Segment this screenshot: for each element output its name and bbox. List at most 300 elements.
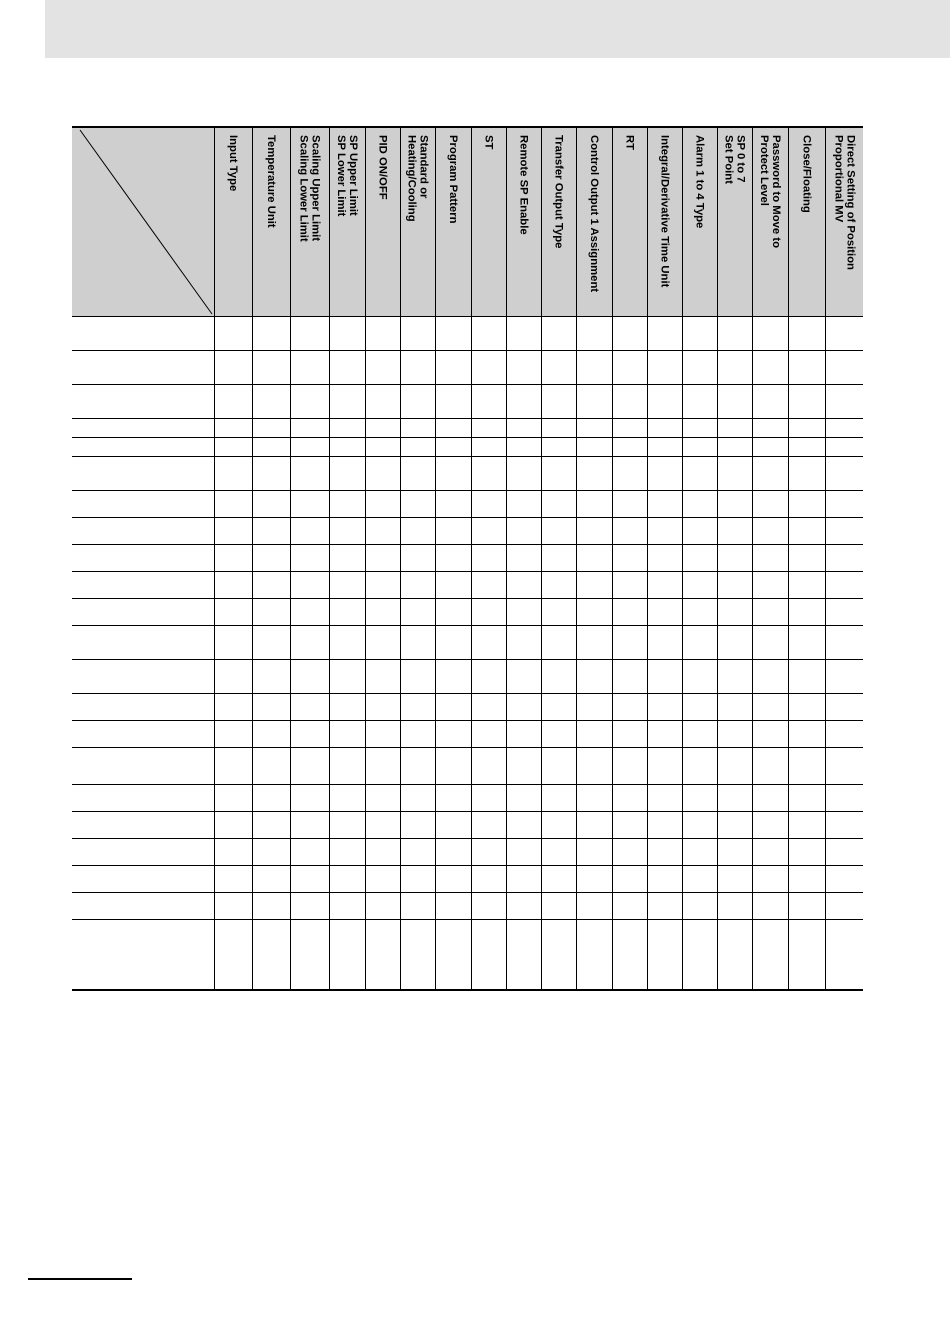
table-cell bbox=[214, 920, 252, 990]
table-cell bbox=[435, 694, 471, 721]
table-cell bbox=[329, 660, 365, 694]
table-cell bbox=[752, 785, 788, 812]
table-cell bbox=[612, 317, 647, 351]
table-cell bbox=[400, 385, 435, 419]
table-cell bbox=[717, 920, 752, 990]
row-label-cell bbox=[72, 457, 214, 491]
table-cell bbox=[682, 785, 717, 812]
table-cell bbox=[612, 721, 647, 748]
table-row bbox=[72, 545, 863, 572]
table-row bbox=[72, 385, 863, 419]
table-cell bbox=[290, 812, 329, 839]
table-row bbox=[72, 866, 863, 893]
table-cell bbox=[541, 866, 576, 893]
table-cell bbox=[471, 866, 506, 893]
table-cell bbox=[717, 866, 752, 893]
table-cell bbox=[825, 491, 863, 518]
table-cell bbox=[400, 839, 435, 866]
table-cell bbox=[612, 518, 647, 545]
table-cell bbox=[365, 694, 400, 721]
row-label-cell bbox=[72, 839, 214, 866]
table-cell bbox=[214, 438, 252, 457]
table-cell bbox=[290, 419, 329, 438]
table-cell bbox=[825, 351, 863, 385]
table-cell bbox=[682, 385, 717, 419]
table-cell bbox=[825, 518, 863, 545]
table-cell bbox=[682, 893, 717, 920]
row-label-cell bbox=[72, 351, 214, 385]
table-row bbox=[72, 785, 863, 812]
table-cell bbox=[647, 545, 682, 572]
row-label-cell bbox=[72, 385, 214, 419]
table-cell bbox=[435, 920, 471, 990]
table-cell bbox=[717, 385, 752, 419]
table-cell bbox=[252, 839, 290, 866]
table-row bbox=[72, 491, 863, 518]
table-cell bbox=[506, 419, 541, 438]
table-cell bbox=[647, 572, 682, 599]
table-cell bbox=[506, 491, 541, 518]
column-header bbox=[682, 127, 717, 317]
table-cell bbox=[471, 748, 506, 785]
row-label-cell bbox=[72, 660, 214, 694]
table-cell bbox=[400, 866, 435, 893]
table-cell bbox=[290, 920, 329, 990]
table-cell bbox=[365, 812, 400, 839]
table-cell bbox=[252, 626, 290, 660]
table-cell bbox=[400, 812, 435, 839]
row-label-cell bbox=[72, 748, 214, 785]
table-cell bbox=[290, 785, 329, 812]
table-cell bbox=[329, 920, 365, 990]
table-cell bbox=[647, 457, 682, 491]
table-cell bbox=[435, 491, 471, 518]
table-cell bbox=[400, 351, 435, 385]
column-header-label: SP Upper Limit SP Lower Limit bbox=[335, 135, 359, 217]
table-cell bbox=[252, 920, 290, 990]
table-cell bbox=[647, 839, 682, 866]
row-label-cell bbox=[72, 812, 214, 839]
table-cell bbox=[365, 491, 400, 518]
table-cell bbox=[252, 518, 290, 545]
table-cell bbox=[290, 626, 329, 660]
table-cell bbox=[365, 893, 400, 920]
table-cell bbox=[788, 839, 825, 866]
table-cell bbox=[290, 491, 329, 518]
table-cell bbox=[825, 438, 863, 457]
column-header bbox=[576, 127, 612, 317]
table-cell bbox=[214, 812, 252, 839]
table-cell bbox=[825, 920, 863, 990]
table-cell bbox=[752, 385, 788, 419]
table-cell bbox=[576, 893, 612, 920]
table-cell bbox=[506, 920, 541, 990]
table-cell bbox=[825, 748, 863, 785]
table-cell bbox=[788, 491, 825, 518]
table-cell bbox=[435, 660, 471, 694]
table-cell bbox=[214, 694, 252, 721]
table-cell bbox=[647, 385, 682, 419]
table-cell bbox=[541, 351, 576, 385]
table-cell bbox=[682, 491, 717, 518]
table-cell bbox=[435, 893, 471, 920]
table-cell bbox=[541, 694, 576, 721]
column-header bbox=[471, 127, 506, 317]
table-cell bbox=[435, 545, 471, 572]
table-cell bbox=[752, 572, 788, 599]
table-cell bbox=[612, 893, 647, 920]
table-cell bbox=[825, 385, 863, 419]
footer-rule bbox=[28, 1278, 132, 1280]
table-cell bbox=[365, 351, 400, 385]
table-cell bbox=[506, 812, 541, 839]
table-row bbox=[72, 419, 863, 438]
table-cell bbox=[576, 721, 612, 748]
table-cell bbox=[682, 572, 717, 599]
table-cell bbox=[471, 438, 506, 457]
row-label-cell bbox=[72, 317, 214, 351]
table-cell bbox=[788, 893, 825, 920]
table-cell bbox=[647, 748, 682, 785]
table-cell bbox=[682, 545, 717, 572]
table-cell bbox=[214, 660, 252, 694]
table-cell bbox=[825, 660, 863, 694]
parameter-relationship-table-wrapper bbox=[72, 126, 863, 991]
table-cell bbox=[825, 599, 863, 626]
table-cell bbox=[612, 385, 647, 419]
column-header-label: SP 0 to 7 Set Point bbox=[722, 135, 747, 184]
table-cell bbox=[825, 893, 863, 920]
column-header-label: Program Pattern bbox=[447, 135, 459, 224]
table-cell bbox=[400, 518, 435, 545]
table-cell bbox=[541, 920, 576, 990]
table-cell bbox=[214, 785, 252, 812]
table-cell bbox=[365, 721, 400, 748]
table-cell bbox=[400, 893, 435, 920]
table-cell bbox=[541, 419, 576, 438]
row-label-cell bbox=[72, 518, 214, 545]
table-row bbox=[72, 518, 863, 545]
table-cell bbox=[647, 920, 682, 990]
table-cell bbox=[471, 839, 506, 866]
table-cell bbox=[329, 839, 365, 866]
table-cell bbox=[576, 385, 612, 419]
table-cell bbox=[400, 721, 435, 748]
column-header-label: Temperature Unit bbox=[265, 135, 277, 228]
table-cell bbox=[435, 626, 471, 660]
table-cell bbox=[214, 599, 252, 626]
table-cell bbox=[788, 317, 825, 351]
table-cell bbox=[329, 599, 365, 626]
table-cell bbox=[290, 866, 329, 893]
table-cell bbox=[290, 721, 329, 748]
table-cell bbox=[825, 419, 863, 438]
table-cell bbox=[612, 920, 647, 990]
table-cell bbox=[471, 812, 506, 839]
table-cell bbox=[252, 385, 290, 419]
table-cell bbox=[752, 748, 788, 785]
column-header bbox=[647, 127, 682, 317]
table-cell bbox=[400, 438, 435, 457]
table-cell bbox=[788, 545, 825, 572]
table-cell bbox=[471, 419, 506, 438]
table-cell bbox=[471, 572, 506, 599]
table-header-row bbox=[72, 127, 863, 317]
table-cell bbox=[365, 457, 400, 491]
column-header-label: Alarm 1 to 4 Type bbox=[693, 135, 706, 229]
column-header-label: Input Type bbox=[227, 135, 239, 192]
row-label-cell bbox=[72, 438, 214, 457]
table-cell bbox=[329, 545, 365, 572]
table-cell bbox=[400, 660, 435, 694]
table-cell bbox=[825, 721, 863, 748]
table-cell bbox=[752, 866, 788, 893]
table-cell bbox=[682, 351, 717, 385]
table-cell bbox=[471, 518, 506, 545]
table-cell bbox=[506, 317, 541, 351]
table-cell bbox=[471, 626, 506, 660]
table-cell bbox=[788, 518, 825, 545]
table-cell bbox=[290, 839, 329, 866]
table-cell bbox=[252, 599, 290, 626]
column-header bbox=[541, 127, 576, 317]
table-cell bbox=[717, 438, 752, 457]
table-cell bbox=[506, 572, 541, 599]
table-cell bbox=[365, 385, 400, 419]
table-cell bbox=[329, 748, 365, 785]
table-cell bbox=[471, 599, 506, 626]
table-cell bbox=[471, 457, 506, 491]
table-cell bbox=[471, 920, 506, 990]
table-cell bbox=[752, 660, 788, 694]
table-cell bbox=[214, 518, 252, 545]
table-cell bbox=[752, 812, 788, 839]
table-cell bbox=[329, 351, 365, 385]
table-cell bbox=[717, 545, 752, 572]
table-cell bbox=[576, 599, 612, 626]
table-cell bbox=[329, 438, 365, 457]
table-cell bbox=[435, 385, 471, 419]
table-cell bbox=[290, 457, 329, 491]
table-cell bbox=[506, 839, 541, 866]
table-cell bbox=[541, 839, 576, 866]
table-cell bbox=[329, 812, 365, 839]
table-cell bbox=[506, 660, 541, 694]
table-cell bbox=[752, 545, 788, 572]
table-cell bbox=[471, 721, 506, 748]
table-cell bbox=[541, 748, 576, 785]
table-cell bbox=[435, 572, 471, 599]
table-cell bbox=[435, 351, 471, 385]
column-header-label: Direct Setting of Position Proportional MV bbox=[832, 135, 857, 270]
table-cell bbox=[825, 694, 863, 721]
table-cell bbox=[400, 748, 435, 785]
table-cell bbox=[576, 438, 612, 457]
table-cell bbox=[290, 748, 329, 785]
table-cell bbox=[576, 785, 612, 812]
page-header-band bbox=[45, 0, 950, 58]
table-cell bbox=[365, 748, 400, 785]
table-cell bbox=[252, 572, 290, 599]
row-label-cell bbox=[72, 545, 214, 572]
table-cell bbox=[214, 491, 252, 518]
table-cell bbox=[400, 419, 435, 438]
table-cell bbox=[647, 626, 682, 660]
table-row bbox=[72, 572, 863, 599]
column-header-label: PID ON/OFF bbox=[376, 135, 389, 200]
table-cell bbox=[400, 457, 435, 491]
row-label-cell bbox=[72, 721, 214, 748]
table-cell bbox=[788, 599, 825, 626]
column-header-label: ST bbox=[482, 135, 495, 150]
table-cell bbox=[290, 351, 329, 385]
table-cell bbox=[214, 839, 252, 866]
table-cell bbox=[435, 457, 471, 491]
table-cell bbox=[214, 457, 252, 491]
table-cell bbox=[647, 438, 682, 457]
column-header bbox=[290, 127, 329, 317]
table-cell bbox=[647, 812, 682, 839]
column-header bbox=[788, 127, 825, 317]
table-cell bbox=[647, 518, 682, 545]
table-cell bbox=[825, 317, 863, 351]
table-cell bbox=[576, 626, 612, 660]
table-cell bbox=[647, 419, 682, 438]
table-cell bbox=[214, 748, 252, 785]
table-cell bbox=[576, 748, 612, 785]
table-cell bbox=[506, 866, 541, 893]
table-cell bbox=[214, 893, 252, 920]
table-cell bbox=[214, 545, 252, 572]
table-row bbox=[72, 457, 863, 491]
table-cell bbox=[541, 893, 576, 920]
table-cell bbox=[682, 866, 717, 893]
table-cell bbox=[471, 545, 506, 572]
table-cell bbox=[682, 518, 717, 545]
table-cell bbox=[252, 812, 290, 839]
table-cell bbox=[541, 457, 576, 491]
table-cell bbox=[252, 457, 290, 491]
table-cell bbox=[717, 351, 752, 385]
table-cell bbox=[329, 457, 365, 491]
table-cell bbox=[825, 572, 863, 599]
table-cell bbox=[435, 866, 471, 893]
table-cell bbox=[506, 351, 541, 385]
table-cell bbox=[717, 599, 752, 626]
table-cell bbox=[647, 721, 682, 748]
table-cell bbox=[471, 317, 506, 351]
table-cell bbox=[365, 626, 400, 660]
table-cell bbox=[400, 545, 435, 572]
table-cell bbox=[752, 317, 788, 351]
row-label-cell bbox=[72, 785, 214, 812]
table-cell bbox=[612, 545, 647, 572]
table-cell bbox=[365, 518, 400, 545]
table-cell bbox=[290, 438, 329, 457]
table-row bbox=[72, 438, 863, 457]
table-cell bbox=[682, 839, 717, 866]
table-cell bbox=[752, 626, 788, 660]
table-cell bbox=[541, 599, 576, 626]
table-cell bbox=[506, 893, 541, 920]
table-cell bbox=[752, 893, 788, 920]
table-cell bbox=[788, 572, 825, 599]
table-cell bbox=[290, 599, 329, 626]
table-cell bbox=[717, 748, 752, 785]
table-cell bbox=[717, 626, 752, 660]
table-cell bbox=[717, 572, 752, 599]
table-cell bbox=[788, 866, 825, 893]
table-cell bbox=[290, 660, 329, 694]
table-cell bbox=[717, 694, 752, 721]
table-cell bbox=[435, 721, 471, 748]
table-cell bbox=[788, 419, 825, 438]
table-row bbox=[72, 694, 863, 721]
table-cell bbox=[252, 721, 290, 748]
table-cell bbox=[400, 785, 435, 812]
table-cell bbox=[576, 866, 612, 893]
table-cell bbox=[541, 491, 576, 518]
table-cell bbox=[435, 438, 471, 457]
table-cell bbox=[612, 572, 647, 599]
table-cell bbox=[252, 351, 290, 385]
table-row bbox=[72, 893, 863, 920]
table-cell bbox=[541, 626, 576, 660]
table-cell bbox=[506, 385, 541, 419]
table-cell bbox=[214, 626, 252, 660]
table-cell bbox=[435, 317, 471, 351]
table-cell bbox=[717, 317, 752, 351]
table-cell bbox=[214, 419, 252, 438]
table-cell bbox=[788, 721, 825, 748]
table-cell bbox=[752, 721, 788, 748]
table-cell bbox=[717, 721, 752, 748]
table-cell bbox=[290, 893, 329, 920]
table-cell bbox=[682, 419, 717, 438]
table-cell bbox=[365, 545, 400, 572]
table-cell bbox=[612, 419, 647, 438]
diagonal-divider bbox=[72, 128, 214, 316]
table-cell bbox=[400, 920, 435, 990]
table-cell bbox=[471, 491, 506, 518]
column-header bbox=[329, 127, 365, 317]
table-cell bbox=[252, 438, 290, 457]
table-cell bbox=[576, 839, 612, 866]
table-cell bbox=[471, 660, 506, 694]
table-cell bbox=[329, 694, 365, 721]
table-cell bbox=[471, 893, 506, 920]
column-header bbox=[752, 127, 788, 317]
table-cell bbox=[576, 351, 612, 385]
table-cell bbox=[612, 491, 647, 518]
table-cell bbox=[541, 812, 576, 839]
table-cell bbox=[435, 599, 471, 626]
table-cell bbox=[576, 491, 612, 518]
row-label-cell bbox=[72, 866, 214, 893]
table-cell bbox=[435, 812, 471, 839]
table-cell bbox=[788, 785, 825, 812]
table-cell bbox=[682, 457, 717, 491]
table-cell bbox=[682, 721, 717, 748]
table-cell bbox=[682, 812, 717, 839]
table-cell bbox=[825, 626, 863, 660]
table-row bbox=[72, 626, 863, 660]
table-cell bbox=[576, 518, 612, 545]
table-cell bbox=[400, 491, 435, 518]
table-cell bbox=[647, 785, 682, 812]
table-cell bbox=[788, 748, 825, 785]
table-cell bbox=[400, 572, 435, 599]
